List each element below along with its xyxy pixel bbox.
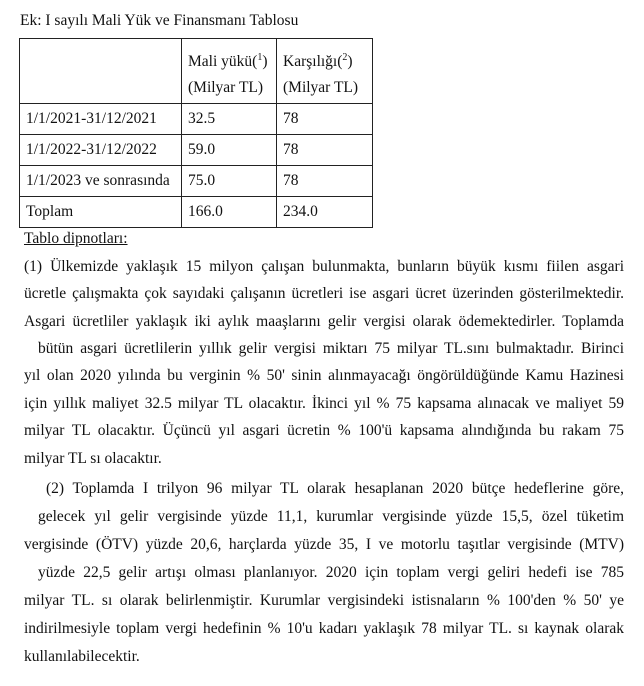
footnote1-line: ücretle çalışmakta çok sayıdaki çalışanın ücretleri ise asgari ücret üzerinden gösterilmektedir. (24, 285, 624, 302)
footnote1-line: için yıllık maliyet 32.5 milyar TL olacaktır. İkinci yıl % 75 kapsama alınacak ve maliyet 59 (24, 395, 624, 412)
burden-cell: 32.5 (182, 104, 277, 135)
footnote1-line: milyar TL olacaktır. Üçüncü yıl asgari ücretin % 100'ü kapsama alındığında bu rakam 75 (24, 422, 624, 439)
footnote2-line: kullanılabilecektir. (24, 648, 140, 665)
header-coverage: Karşılığı($^2$) (Milyar TL) (277, 39, 373, 104)
total-coverage-cell: 234.0 (277, 197, 373, 228)
period-cell: 1/1/2023 ve sonrasında (20, 166, 182, 197)
table-caption: Ek: I sayılı Mali Yük ve Finansmanı Tablosu (20, 12, 299, 29)
footnote1-line: milyar TL sı olacaktır. (24, 450, 162, 467)
total-burden-cell: 166.0 (182, 197, 277, 228)
coverage-cell: 78 (277, 166, 373, 197)
period-cell: 1/1/2022-31/12/2022 (20, 135, 182, 166)
footnote2-line: yüzde 22,5 gelir artışı olması planlanıyor. 2020 için toplam vergi geliri hedefi ise 785 (38, 564, 624, 581)
table-total-row (20, 197, 373, 228)
table-header-row (20, 39, 373, 104)
period-cell: 1/1/2021-31/12/2021 (20, 104, 182, 135)
footnote2-line: (2) Toplamda I trilyon 96 milyar TL olarak hesaplanan 2020 bütçe hedeflerine göre, (46, 480, 624, 497)
footnote2-line: indirilmesiyle toplam vergi hedefinin % 10'u kadarı yaklaşık 78 milyar TL. sı kaynak olarak (24, 620, 624, 637)
footnote2-line: milyar TL. sı olarak belirlenmiştir. Kurumlar vergisindeki istisnaların % 100'den % 50' ye (24, 592, 624, 609)
footnote1-line: yıl olan 2020 yılında bu verginin % 50' sinin alınmayacağı öngörüldüğünde Kamu Hazinesi (24, 367, 624, 384)
total-label-cell: Toplam (20, 197, 182, 228)
coverage-cell: 78 (277, 135, 373, 166)
footnote1-line: Asgari ücretliler yaklaşık iki aylık maaşlarını gelir vergisi olarak ödemektedirler. Toplamda (24, 313, 624, 330)
footnotes-title: Tablo dipnotları: (24, 230, 128, 247)
header-empty-cell (20, 39, 182, 104)
coverage-cell: 78 (277, 104, 373, 135)
header-burden: Mali yükü($^1$) (Milyar TL) (182, 39, 277, 104)
footnote1-line: (1) Ülkemizde yaklaşık 15 milyon çalışan bulunmakta, bunların büyük kısmı fiilen asgari (24, 258, 624, 275)
burden-cell: 59.0 (182, 135, 277, 166)
burden-cell: 75.0 (182, 166, 277, 197)
footnote1-line: bütün asgari ücretlilerin yıllık gelir vergisi miktarı 75 milyar TL.sını bulmaktadır. Birinci (38, 340, 624, 357)
financial-burden-table (19, 38, 373, 228)
table-row (20, 135, 373, 166)
footnote2-line: gelecek yıl gelir vergisinde yüzde 11,1, kurumlar vergisinde yüzde 15,5, özel tüketim (38, 508, 624, 525)
table-row (20, 104, 373, 135)
table-row (20, 166, 373, 197)
footnote2-line: vergisinde (ÖTV) yüzde 20,6, harçlarda yüzde 35, I ve motorlu taşıtlar vergisinde (MTV) (24, 536, 624, 553)
